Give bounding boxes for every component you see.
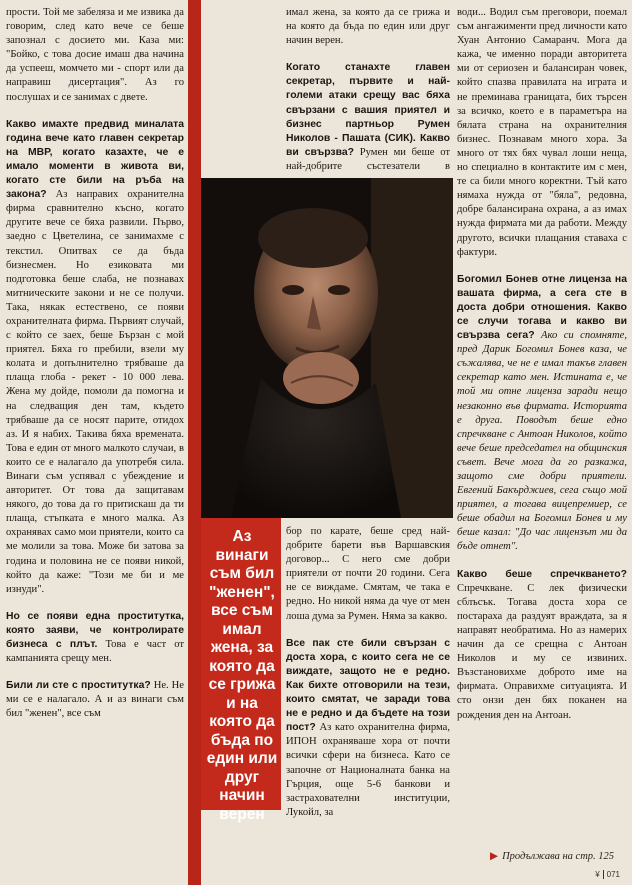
continued-on-page — [490, 850, 614, 862]
paragraph: прости. Той ме забеляза и ме извика да говорим, след като вече се беше запознал с досието ми. Каза ми: "Бойко, с това досие имаш два начина да успееш, момчето ми - спорт или да направиш дисертация". Аз го послушах и се занимах с двете. — [6, 7, 184, 103]
interview-question: Какво имахте предвид миналата година вече като главен секретар на МВР, когато казахте, че е имало моменти в живота ви, когато сте били на ръба на закона? — [6, 118, 184, 201]
paragraph: имал жена, за която да се грижа и на която да бъда по един или друг начин верен. — [286, 7, 450, 47]
footer-divider — [603, 870, 604, 879]
portrait-photo — [201, 178, 453, 518]
text-column-middle-bottom — [286, 525, 450, 820]
pull-quote: Аз винаги съм бил "женен", все съм имал жена, за която да се грижа и на която да бъда по един или друг начин верен — [206, 528, 278, 823]
continue-text: Продължава на стр. 125 — [502, 851, 615, 862]
interview-answer: Аз направих охранителна фирма сравнително късно, когато другите вече се бяха развили. Първо, заедно с Цветелина, се занимахме с текстил. Опитвах се да бъда бизнесмен. Но езиковата ми подготовка беше слаба, не познавах митническите закони и не се получи. Така, някак естествено, се появи охранителната фирма. Първият случай, с който се заех, беше Бързан с мой приятел. Бяха го пребили, взели му колата и допълнително трябваше да плаща глоба - рекет - 10 000 лева. Жена му дойде, помоли да помогна и на следващия ден там, където трябваше да се носят парите, отидох аз. И я набих. Такива бяха времената. Това е един от много малкото случаи, в които се е налагало да употребя сила. Винаги съм успявал с убеждение и авторитет. От това да защитавам някого, до това да го притискаш да ти плаща, стъпката е много малка. Аз охранявах само мои приятели, които са ме молили за това. Може би затова за година и половина не се появи никой, който да каже: "Този ме би и ме изнуди". — [6, 189, 184, 595]
paragraph: бор по карате, беше сред най-добрите барети във Варшавския договор... С него сме добри приятели от почти 20 години. Сега не се виждаме. Смятам, че така е редно. Но никой няма да чуе от мен лоша дума за Румен. Няма за какво. — [286, 526, 450, 622]
page-number: 071 — [606, 869, 620, 879]
arrow-right-icon: ▶ — [490, 851, 499, 862]
interview-answer: Това е част от кампанията срещу мен. — [6, 639, 184, 665]
text-column-left — [6, 6, 184, 722]
interview-question: Все пак сте били свързан с доста хора, с които сега не се виждате, защото не е редно. Как бихте отговорили на тези, които смятат, че заради това не е редно и да бъдете на този пост? — [286, 637, 450, 734]
interview-question: Когато станахте главен секретар, първите и най-големи атаки срещу вас бяха свързани с вашия приятел и бизнес партньор Румен Николов - Пашата (СИК). Какво ви свързва? — [286, 62, 450, 158]
footer-symbol: ¥ — [595, 869, 600, 879]
page-footer — [595, 870, 620, 879]
interview-question: Богомил Бонев отне лиценза на вашата фирма, а сега сте в доста добри отношения. Какво се случи тогава и какво ви свързва сега? — [457, 273, 627, 342]
interview-question: Били ли сте с проститутка? — [6, 680, 151, 692]
interview-answer: Румен ми беше от най-добрите състезатели в — [286, 146, 450, 172]
text-column-middle-top — [286, 6, 450, 188]
interview-answer: Не. Не ми се е налагало. А и аз винаги съм бил "женен", все съм — [6, 680, 184, 720]
interview-answer: Аз като охранителна фирма, ИПОН охраняваше хора от почти всички сфери на бизнеса. Като се започне от Националната банка на Гърция, още 5-6 банкови и застрахователни институции, Лукойл, за — [286, 722, 450, 818]
portrait-illustration — [201, 178, 453, 518]
decorative-red-bar — [188, 0, 201, 885]
interview-answer: Спречкване. С лек физически сблъсък. Тогава доста хора се постараха да раздуят враждата, за я направят необратима. Но аз намерих начин да се срещна с Антоан Николов и му се извиних. Възстановихме доброто име на фирмата. Оправихме ситуацията. И сто онзи ден бях поканен на рождения ден на Антоан. — [457, 582, 627, 721]
text-column-right — [457, 6, 627, 723]
paragraph: води... Водил съм преговори, поемал съм ангажименти пред личности като Хуан Антонио Самаранч. Мога да кажа, че именно поради авторитета ми от сериозен и балансиран човек, който спазва правилата на играта и не преминава границата, бих търсен за всичко, което е в параметъра на бялата страна на охранителния бизнес. Познавам много хора. За много от тях бях чувал лоши неща, но специално в контактите им с мен, те са били много коректни. Тъй като нямаха нужда от "бяла", редовна, добре балансирана охрана, а аз имах нужда фирмата ми да работи. Между другото, всички плащания ставаха с фактури. — [457, 7, 627, 258]
interview-answer: Ако си спомняте, пред Дарик Богомил Бонев каза, че съжалява, че не е имал такъв главен секретар като мен. Истината е, че той ми отне лиценза заради нещо незаконно във фирмата. Историята е друга. Поводът беше едно спречкване с Антоан Николов, който вече беше председател на общинския съвет. Вече мога да го разкажа, защото сме добри приятели. Евгений Бакърджиев, сега също мой приятел, а тогава вицепремиер, се беше обадил на Богомил Бонев и му беше казал: "До час лицензът ми да бъде отнет". — [457, 330, 627, 553]
interview-question: Какво беше спречкването? — [457, 568, 627, 580]
interview-question: Но се появи една проститутка, която заяви, че контролирате бизнеса с плът. — [6, 610, 184, 651]
